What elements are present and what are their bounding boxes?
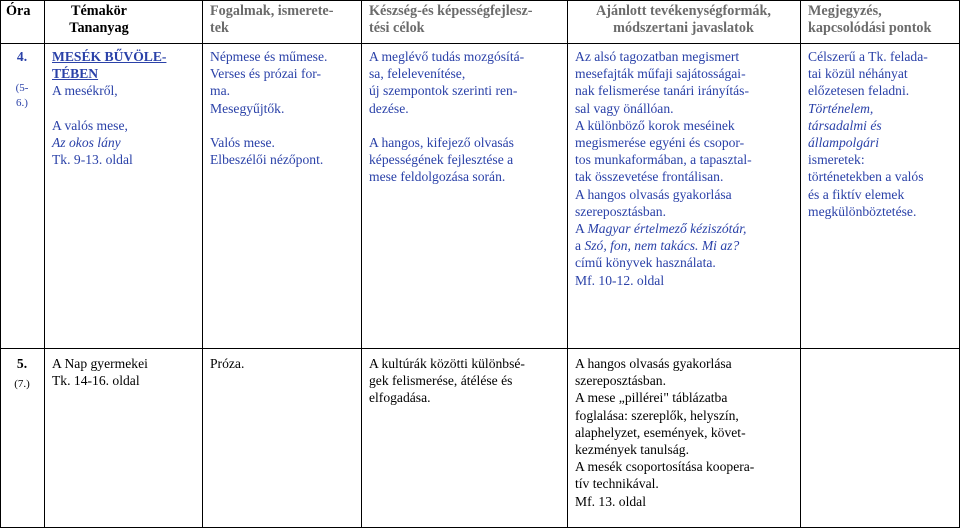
table-border bbox=[567, 0, 568, 528]
header-fogalmak: Fogalmak, ismerete- tek bbox=[210, 3, 334, 36]
table-border bbox=[202, 0, 203, 528]
row1-methods: Az alsó tagozatban megismert mesefajták műfaji sajátosságai- nak felismerése tanári irányítás- sal vagy önállóan. A különböző korok meséinek megismerése egyéni és csopor- tos munkaformában, a tapasztal- tak összevetése frontálisan. A hangos olvasás gyakorlása szereposztásban. A Magyar értelmező kéziszótár, a Szó, fon, nem takács. Mi az? című könyvek használata. Mf. 10-12. oldal bbox=[575, 49, 752, 288]
row1-ora: 4. (5- 6.) bbox=[15, 49, 29, 110]
table-border bbox=[44, 0, 45, 528]
row1-goals: A meglévő tudás mozgósítá- sa, felelevenítése, új szempontok szerinti ren- dezése. A hangos, kifejező olvasás képességének fejlesztése a mese feldolgozása során. bbox=[369, 49, 525, 185]
table-border bbox=[0, 348, 960, 349]
row2-methods: A hangos olvasás gyakorlása szereposztásban. A mese „pillérei" táblázatba foglalása: szereplők, helyszín, alaphelyzet, események, követ- kezmények tanulság. A mesék csoportosítása koopera- tív technikával. Mf. 13. oldal bbox=[575, 356, 755, 509]
header-megjegyzes: Megjegyzés, kapcsolódási pontok bbox=[808, 3, 932, 36]
table-border bbox=[361, 0, 362, 528]
row2-ora: 5. (7.) bbox=[14, 356, 30, 391]
header-keszseg: Készség-és képességfejlesz- tési célok bbox=[369, 3, 533, 36]
table-border bbox=[0, 43, 960, 44]
row2-topic: A Nap gyermekei Tk. 14-16. oldal bbox=[52, 356, 148, 389]
row1-notes: Célszerű a Tk. felada- tai közül néhányat előzetesen feladni. Történelem, társadalmi és állampolgári ismeretek: történetekben a valós és a fiktív elemek megkülönböztetése. bbox=[808, 49, 928, 219]
row1-topic: MESÉK BŰVÖLE- TÉBEN A mesékről, A valós mese, Az okos lány Tk. 9-13. oldal bbox=[52, 49, 167, 168]
header-temakor: Témakör Tananyag bbox=[69, 3, 129, 36]
header-tevekenyseg: Ajánlott tevékenységformák, módszertani javaslatok bbox=[596, 3, 771, 36]
row2-concepts: Próza. bbox=[210, 356, 245, 371]
header-ora: Óra bbox=[6, 3, 31, 19]
row1-concepts: Népmese és műmese. Verses és prózai for- ma. Mesegyűjtők. Valós mese. Elbeszélői nézőpont. bbox=[210, 49, 328, 168]
row2-goals: A kultúrák közötti különbsé- gek felismerése, átélése és elfogadása. bbox=[369, 356, 525, 406]
table-border bbox=[0, 0, 960, 1]
table-border bbox=[800, 0, 801, 528]
